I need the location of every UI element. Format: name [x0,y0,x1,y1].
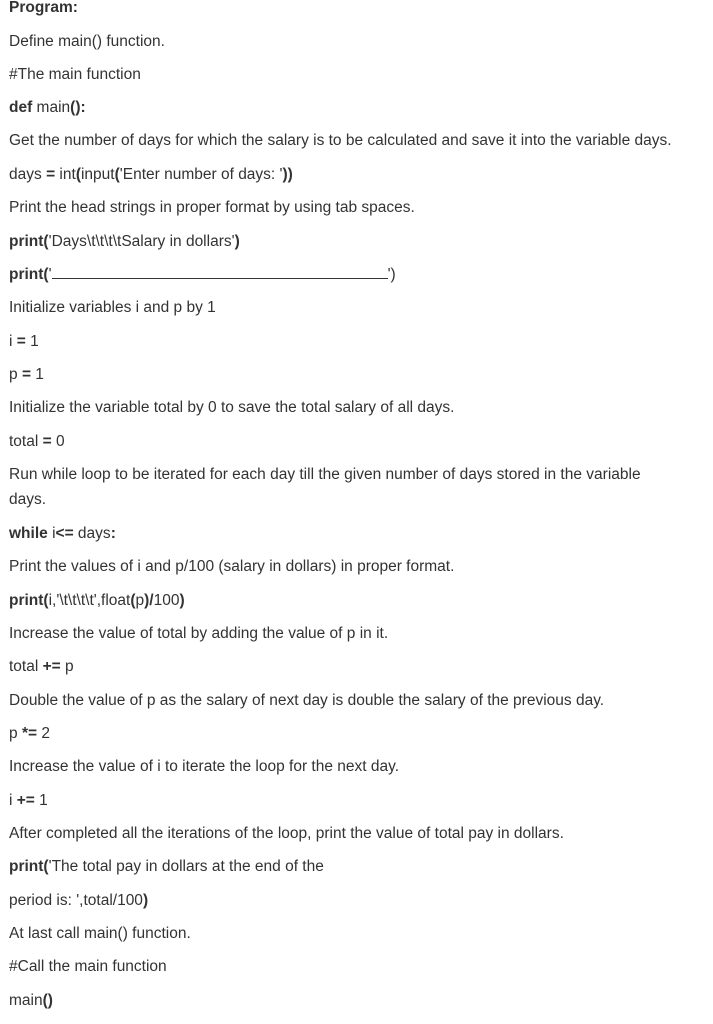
code-token: while [9,525,48,542]
code-days-input [9,162,701,187]
code-token: print( [9,858,49,875]
code-print-total-2 [9,888,701,913]
code-token: += [16,792,35,809]
code-token: days [73,525,111,542]
code-while [9,521,701,546]
code-token: ' [48,266,52,283]
code-token: i [9,333,17,350]
code-token: print( [9,592,49,609]
code-token: += [42,658,61,675]
code-token: 0 [51,433,65,450]
step-init-total: Initialize the variable total by 0 to save the total salary of all days. [9,399,455,416]
code-total-init [9,429,701,454]
code-i-increment [9,788,701,813]
code-comment-call: #Call the main function [9,958,167,975]
code-token: 1 [31,366,44,383]
keyword-def: def [9,99,33,116]
code-token: = [42,433,52,450]
code-i-init [9,329,701,354]
code-token: 1 [34,792,48,809]
code-token: i,'\t\t\t\t',float [48,592,131,609]
code-token: 2 [37,725,50,742]
code-def-main [9,95,701,120]
code-token: = [16,333,26,350]
punctuation: (): [70,99,86,116]
step-while-loop: Run while loop to be iterated for each day till the given number of days stored in the variable days. [9,466,641,508]
step-call-main: At last call main() function. [9,925,191,942]
code-token: 1 [25,333,39,350]
step-increase-i: Increase the value of i to iterate the loop for the next day. [9,758,400,775]
code-token: period is: ',total/100 [9,892,143,909]
step-print-values: Print the values of i and p/100 (salary in dollars) in proper format. [9,558,455,575]
code-token: ( [130,592,136,609]
code-token: int [55,166,76,183]
code-print-head [9,229,701,254]
step-get-days: Get the number of days for which the salary is to be calculated and save it into the variable days. [9,132,672,149]
code-token: total [9,433,43,450]
code-token: ( [75,166,81,183]
code-token: ) [142,892,149,909]
code-print-values [9,588,701,613]
code-token: main [9,992,43,1009]
code-token: = [46,166,56,183]
step-define-main: Define main() function. [9,33,165,50]
code-p-init [9,362,701,387]
function-name: main [32,99,71,116]
code-token: p [60,658,74,675]
code-token: )/ [144,592,154,609]
code-token: p [135,592,145,609]
step-init-i-p: Initialize variables i and p by 1 [9,299,216,316]
code-print-total-1 [9,854,701,879]
code-token: 'The total pay in dollars at the end of the [48,858,324,875]
code-token: () [42,992,53,1009]
code-total-add [9,654,701,679]
code-token: p [9,366,22,383]
code-token: 'Days\t\t\t\tSalary in dollars' [48,233,235,250]
step-print-head: Print the head strings in proper format by using tab spaces. [9,199,415,216]
code-token: ') [387,266,396,283]
code-token: print( [9,266,49,283]
code-token: ) [234,233,240,250]
code-token: i [47,525,56,542]
step-double-p: Double the value of p as the salary of next day is double the salary of the previous day. [9,692,605,709]
code-token: <= [55,525,74,542]
code-token: i [9,792,17,809]
code-print-underline [9,262,701,287]
code-comment-main: #The main function [9,66,141,83]
code-token: *= [21,725,38,742]
code-token: ) [179,592,185,609]
code-token: total [9,658,43,675]
step-increase-total: Increase the value of total by adding the value of p in it. [9,625,389,642]
code-token: ( [114,166,120,183]
underline-rule [52,264,388,279]
code-token: = [21,366,31,383]
code-token: 'Enter number of days: ' [119,166,283,183]
code-token: input [80,166,115,183]
code-token: p [9,725,22,742]
code-token: 100 [153,592,180,609]
code-token: print( [9,233,49,250]
step-print-total: After completed all the iterations of the loop, print the value of total pay in dollars. [9,825,564,842]
code-token: )) [282,166,293,183]
code-p-double [9,721,701,746]
code-main-call [9,988,701,1013]
code-token: : [110,525,116,542]
code-token: days [9,166,47,183]
program-heading: Program: [9,0,78,16]
